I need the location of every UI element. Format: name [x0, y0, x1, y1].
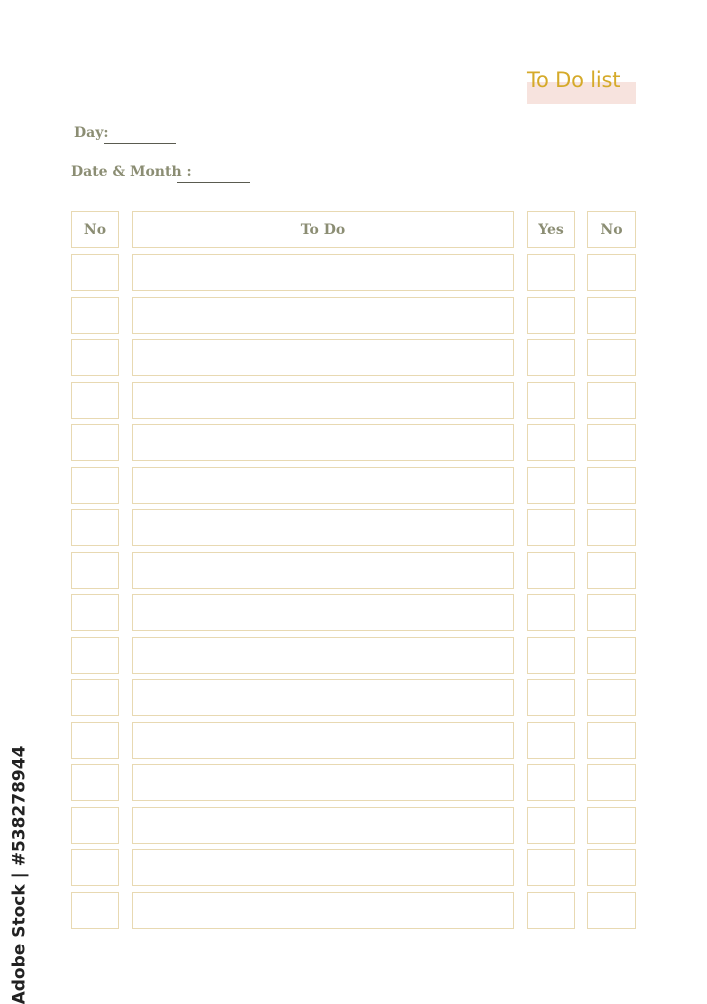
row-todo-cell[interactable] [132, 722, 514, 759]
row-no2-cell[interactable] [587, 807, 636, 844]
page-title: To Do list [527, 68, 621, 92]
row-no-cell[interactable] [71, 339, 119, 376]
row-no2-cell[interactable] [587, 382, 636, 419]
row-todo-cell[interactable] [132, 594, 514, 631]
row-no2-cell[interactable] [587, 509, 636, 546]
row-no2-cell[interactable] [587, 764, 636, 801]
row-no2-cell[interactable] [587, 297, 636, 334]
row-yes-cell[interactable] [527, 339, 575, 376]
row-no-cell[interactable] [71, 594, 119, 631]
row-todo-cell[interactable] [132, 764, 514, 801]
date-month-field[interactable] [177, 182, 250, 183]
row-no-cell[interactable] [71, 892, 119, 929]
row-yes-cell[interactable] [527, 254, 575, 291]
row-no-cell[interactable] [71, 297, 119, 334]
row-no-cell[interactable] [71, 254, 119, 291]
row-yes-cell[interactable] [527, 892, 575, 929]
row-no-cell[interactable] [71, 679, 119, 716]
row-no2-cell[interactable] [587, 467, 636, 504]
row-yes-cell[interactable] [527, 424, 575, 461]
row-no-cell[interactable] [71, 764, 119, 801]
row-no2-cell[interactable] [587, 339, 636, 376]
header-no: No [71, 211, 119, 248]
row-todo-cell[interactable] [132, 467, 514, 504]
row-yes-cell[interactable] [527, 807, 575, 844]
row-no-cell[interactable] [71, 637, 119, 674]
watermark-text: Adobe Stock | #538278944 [9, 745, 29, 1004]
row-no2-cell[interactable] [587, 552, 636, 589]
row-yes-cell[interactable] [527, 849, 575, 886]
row-yes-cell[interactable] [527, 637, 575, 674]
header-todo: To Do [132, 211, 514, 248]
row-todo-cell[interactable] [132, 339, 514, 376]
row-todo-cell[interactable] [132, 637, 514, 674]
day-label: Day: [74, 125, 109, 141]
row-todo-cell[interactable] [132, 509, 514, 546]
row-todo-cell[interactable] [132, 807, 514, 844]
row-yes-cell[interactable] [527, 679, 575, 716]
row-no2-cell[interactable] [587, 254, 636, 291]
row-no2-cell[interactable] [587, 594, 636, 631]
date-month-label: Date & Month : [71, 164, 192, 180]
row-no-cell[interactable] [71, 509, 119, 546]
row-yes-cell[interactable] [527, 594, 575, 631]
row-no2-cell[interactable] [587, 637, 636, 674]
row-no-cell[interactable] [71, 722, 119, 759]
row-no-cell[interactable] [71, 467, 119, 504]
row-yes-cell[interactable] [527, 509, 575, 546]
row-todo-cell[interactable] [132, 892, 514, 929]
row-yes-cell[interactable] [527, 297, 575, 334]
header-no-2: No [587, 211, 636, 248]
row-yes-cell[interactable] [527, 467, 575, 504]
row-todo-cell[interactable] [132, 297, 514, 334]
row-todo-cell[interactable] [132, 382, 514, 419]
row-no2-cell[interactable] [587, 722, 636, 759]
row-todo-cell[interactable] [132, 254, 514, 291]
title-block [527, 68, 636, 104]
row-no2-cell[interactable] [587, 849, 636, 886]
row-todo-cell[interactable] [132, 849, 514, 886]
row-no2-cell[interactable] [587, 892, 636, 929]
header-yes: Yes [527, 211, 575, 248]
row-yes-cell[interactable] [527, 382, 575, 419]
row-yes-cell[interactable] [527, 764, 575, 801]
row-no-cell[interactable] [71, 382, 119, 419]
row-no-cell[interactable] [71, 552, 119, 589]
row-yes-cell[interactable] [527, 552, 575, 589]
row-no-cell[interactable] [71, 807, 119, 844]
row-todo-cell[interactable] [132, 552, 514, 589]
row-no-cell[interactable] [71, 849, 119, 886]
row-todo-cell[interactable] [132, 424, 514, 461]
row-no2-cell[interactable] [587, 679, 636, 716]
row-yes-cell[interactable] [527, 722, 575, 759]
day-field[interactable] [104, 143, 176, 144]
stock-watermark [4, 745, 34, 1004]
row-todo-cell[interactable] [132, 679, 514, 716]
row-no2-cell[interactable] [587, 424, 636, 461]
row-no-cell[interactable] [71, 424, 119, 461]
